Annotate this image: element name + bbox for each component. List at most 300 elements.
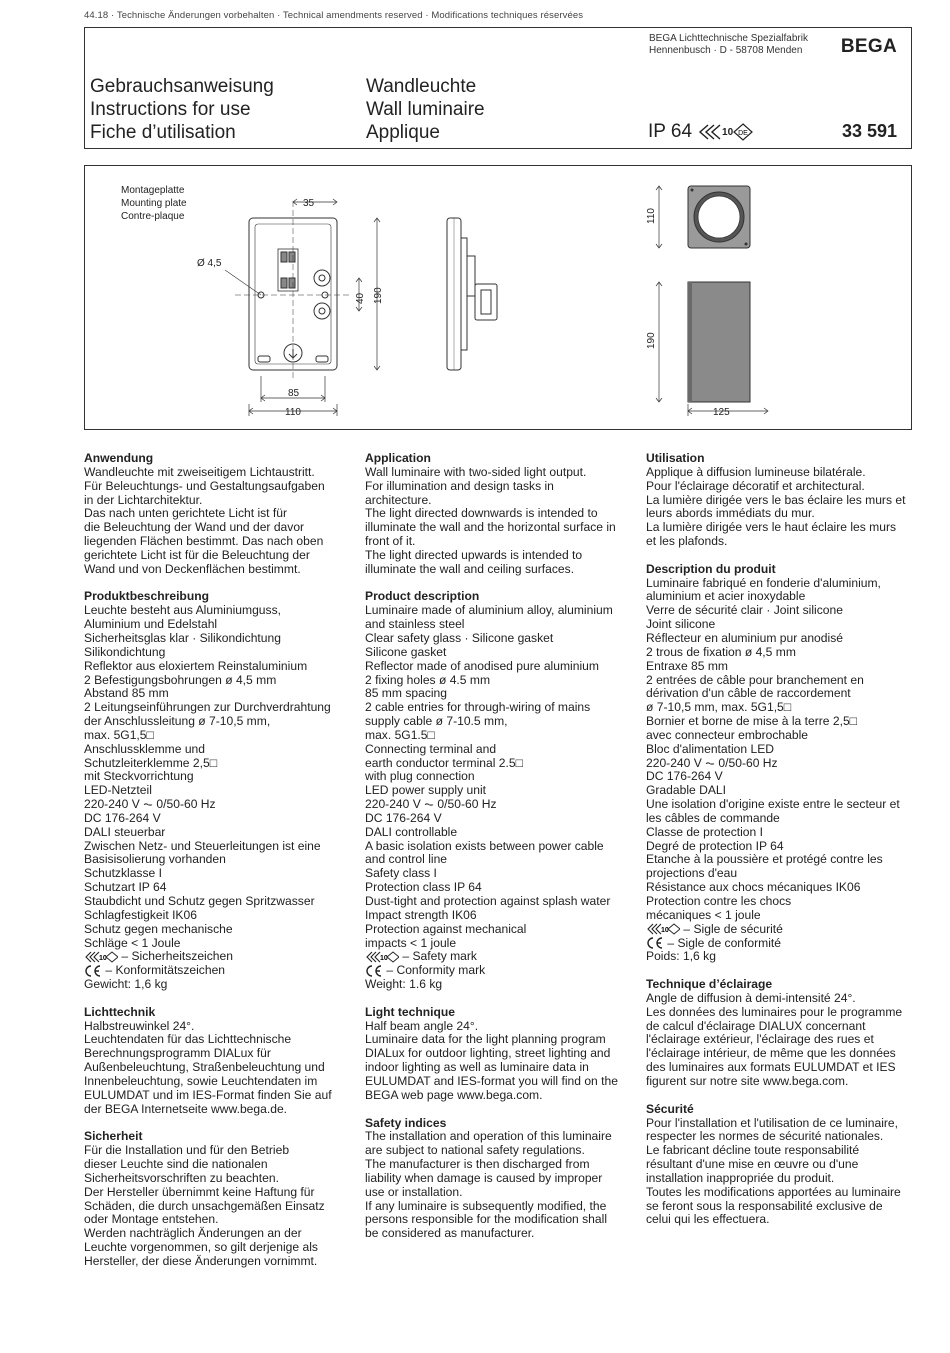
svg-text:10: 10 bbox=[99, 955, 107, 963]
line-text: avec connecteur embrochable bbox=[646, 727, 809, 742]
section-title: Lichttechnik bbox=[84, 1004, 156, 1019]
side-view bbox=[447, 218, 497, 370]
body-line bbox=[365, 937, 635, 951]
line-text: mécaniques < 1 joule bbox=[646, 907, 761, 922]
body-line bbox=[365, 1020, 635, 1034]
line-text: dérivation d'un câble de raccordement bbox=[646, 686, 851, 701]
line-text: Silicone gasket bbox=[365, 644, 447, 659]
line-text: Verre de sécurité clair · Joint silicone bbox=[646, 603, 843, 618]
body-line bbox=[646, 757, 916, 771]
line-text: Schläge < 1 Joule bbox=[84, 935, 181, 950]
line-text: Das nach unten gerichtete Licht ist für bbox=[84, 506, 288, 521]
line-text: installation inappropriée du produit. bbox=[646, 1170, 835, 1185]
line-text: celui qui les effectuera. bbox=[646, 1212, 770, 1227]
column-french bbox=[646, 452, 916, 1241]
section-title: Description du produit bbox=[646, 561, 776, 576]
body-line bbox=[84, 1144, 354, 1158]
section-title: Produktbeschreibung bbox=[84, 589, 209, 604]
line-text: If any luminaire is subsequently modified, the bbox=[365, 1198, 607, 1213]
product-title-en: Wall luminaire bbox=[366, 99, 485, 120]
body-line bbox=[365, 674, 635, 688]
body-line bbox=[84, 1020, 354, 1034]
body-line bbox=[646, 687, 916, 701]
section bbox=[646, 978, 916, 1089]
safety-mark-icon bbox=[365, 951, 399, 963]
body-line bbox=[84, 812, 354, 826]
body-line bbox=[365, 1172, 635, 1186]
line-text: Joint silicone bbox=[646, 617, 716, 632]
technical-drawing bbox=[84, 165, 912, 430]
body-line bbox=[365, 701, 635, 715]
line-text: Schlagfestigkeit IK06 bbox=[84, 907, 197, 922]
body-line bbox=[646, 1117, 916, 1131]
line-text: Leuchte vorgenommen, so gilt derjenige als bbox=[84, 1240, 318, 1255]
dim-85-label: 85 bbox=[288, 388, 300, 399]
body-line bbox=[646, 480, 916, 494]
body-line bbox=[84, 1213, 354, 1227]
ce-mark-icon bbox=[84, 965, 102, 977]
line-text: gerichtete Licht ist für die Beleuchtung der bbox=[84, 547, 310, 562]
body-line bbox=[365, 687, 635, 701]
line-text: se feront sous la responsabilité exclusive de bbox=[646, 1198, 883, 1213]
body-line bbox=[84, 1158, 354, 1172]
line-text: 85 mm spacing bbox=[365, 686, 448, 701]
body-line bbox=[646, 1158, 916, 1172]
line-text: respecter les normes de sécurité nationales. bbox=[646, 1129, 884, 1144]
body-line bbox=[365, 1130, 635, 1144]
dim-35 bbox=[293, 199, 337, 205]
body-line bbox=[84, 784, 354, 798]
line-text: projections d'eau bbox=[646, 866, 738, 881]
body-line bbox=[646, 1006, 916, 1020]
body-line bbox=[84, 1047, 354, 1061]
dim-110-right-label: 110 bbox=[646, 208, 657, 224]
line-text: front of it. bbox=[365, 534, 416, 549]
body-line bbox=[646, 853, 916, 867]
line-text: Basisisolierung vorhanden bbox=[84, 852, 226, 867]
line-text: Für Beleuchtungs- und Gestaltungsaufgaben bbox=[84, 478, 325, 493]
body-line bbox=[84, 1061, 354, 1075]
line-text: der BEGA Internetseite www.bega.de. bbox=[84, 1101, 288, 1116]
line-text: 2 cable entries for through-wiring of mains bbox=[365, 700, 591, 715]
body-line bbox=[646, 1047, 916, 1061]
body-line bbox=[84, 535, 354, 549]
line-text: Weight: 1.6 kg bbox=[365, 977, 443, 992]
body-line bbox=[84, 466, 354, 480]
line-text: – Sigle de conformité bbox=[667, 935, 781, 950]
body-line bbox=[365, 729, 635, 743]
body-line bbox=[646, 743, 916, 757]
line-text: LED-Netzteil bbox=[84, 783, 152, 798]
line-text: Entraxe 85 mm bbox=[646, 658, 728, 673]
body-line bbox=[84, 770, 354, 784]
body-line bbox=[84, 937, 354, 951]
body-line bbox=[365, 1033, 635, 1047]
body-line bbox=[365, 1158, 635, 1172]
body-line bbox=[646, 950, 916, 964]
body-line bbox=[646, 618, 916, 632]
body-line bbox=[365, 604, 635, 618]
section-body bbox=[365, 466, 635, 577]
line-text: Le fabricant décline toute responsabilité bbox=[646, 1143, 860, 1158]
line-text: leurs abords immédiats du mur. bbox=[646, 506, 815, 521]
line-text: DC 176-264 V bbox=[365, 810, 442, 825]
line-text: illuminate the wall and ceiling surfaces. bbox=[365, 561, 575, 576]
line-text: Anschlussklemme und bbox=[84, 741, 205, 756]
body-line bbox=[646, 729, 916, 743]
body-line bbox=[84, 798, 354, 812]
line-text: – Sicherheitszeichen bbox=[121, 949, 233, 964]
line-text: in der Lichtarchitektur. bbox=[84, 492, 203, 507]
line-text: with plug connection bbox=[365, 769, 475, 784]
body-line bbox=[84, 1075, 354, 1089]
section bbox=[646, 1103, 916, 1228]
body-line bbox=[365, 978, 635, 992]
line-text: EULUMDAT und im IES-Format finden Sie auf bbox=[84, 1087, 332, 1102]
body-line bbox=[646, 577, 916, 591]
line-text: Wall luminaire with two-sided light output. bbox=[365, 464, 587, 479]
body-line bbox=[646, 840, 916, 854]
body-line bbox=[84, 1227, 354, 1241]
luminaire-front-view bbox=[688, 186, 750, 248]
line-text: Innenbeleuchtung, sowie Leuchtendaten im bbox=[84, 1073, 318, 1088]
body-line bbox=[84, 521, 354, 535]
body-line bbox=[365, 646, 635, 660]
body-line bbox=[84, 674, 354, 688]
body-line bbox=[365, 535, 635, 549]
section-body bbox=[646, 577, 916, 965]
line-text: Luminaire data for the light planning program bbox=[365, 1032, 606, 1047]
section bbox=[84, 1006, 354, 1117]
body-line bbox=[646, 992, 916, 1006]
line-text: Connecting terminal and bbox=[365, 741, 497, 756]
body-line bbox=[365, 1186, 635, 1200]
body-line bbox=[646, 521, 916, 535]
line-text: indoor lighting as well as luminaire data in bbox=[365, 1060, 589, 1075]
body-line bbox=[365, 466, 635, 480]
plate-label-fr: Contre-plaque bbox=[121, 211, 185, 222]
ip-rating: IP 64 bbox=[648, 121, 693, 142]
company-name: BEGA Lichttechnische Spezialfabrik bbox=[649, 33, 808, 44]
body-line bbox=[365, 1089, 635, 1103]
section-body bbox=[84, 1020, 354, 1117]
body-line bbox=[365, 770, 635, 784]
line-text: Protection against mechanical bbox=[365, 921, 527, 936]
line-text: Degré de protection IP 64 bbox=[646, 838, 784, 853]
line-text: Staubdicht und Schutz gegen Spritzwasser bbox=[84, 894, 315, 908]
section-title: Technique d’éclairage bbox=[646, 977, 773, 992]
line-text: – Sigle de sécurité bbox=[683, 921, 783, 936]
line-text: aluminium et acier inoxydable bbox=[646, 589, 806, 604]
body-line bbox=[365, 1144, 635, 1158]
section-body bbox=[365, 1130, 635, 1241]
body-line bbox=[84, 1172, 354, 1186]
doc-title-en: Instructions for use bbox=[90, 99, 251, 120]
line-text: résultant d'une mise en œuvre ou d'une bbox=[646, 1157, 859, 1172]
line-text: Angle de diffusion à demi-intensité 24°. bbox=[646, 990, 856, 1005]
body-line bbox=[646, 1075, 916, 1089]
body-line bbox=[646, 895, 916, 909]
line-text: Schäden, die durch unsachgemäßen Einsatz bbox=[84, 1198, 325, 1213]
line-text: be considered as manufacturer. bbox=[365, 1226, 535, 1241]
line-text: Leuchtendaten für das Lichttechnische bbox=[84, 1032, 292, 1047]
section-body bbox=[365, 1020, 635, 1103]
body-line bbox=[646, 784, 916, 798]
line-text: The installation and operation of this luminaire bbox=[365, 1129, 612, 1144]
body-line bbox=[84, 701, 354, 715]
body-line bbox=[84, 494, 354, 508]
section-title: Safety indices bbox=[365, 1115, 447, 1130]
document-titles bbox=[90, 75, 274, 144]
line-text: Résistance aux chocs mécaniques IK06 bbox=[646, 880, 861, 895]
section-body bbox=[646, 992, 916, 1089]
body-line bbox=[84, 632, 354, 646]
line-text: Dust-tight and protection against splash water bbox=[365, 894, 611, 908]
body-line bbox=[84, 881, 354, 895]
body-line bbox=[365, 1200, 635, 1214]
safety-mark-icon bbox=[84, 951, 118, 963]
body-line bbox=[646, 466, 916, 480]
section-title: Anwendung bbox=[84, 451, 154, 465]
line-text: Hersteller, der diese Änderungen vornimmt. bbox=[84, 1253, 318, 1268]
body-line bbox=[365, 632, 635, 646]
body-line bbox=[84, 729, 354, 743]
body-line bbox=[84, 563, 354, 577]
enec-mark-icon bbox=[733, 123, 753, 141]
line-text: Applique à diffusion lumineuse bilatérale. bbox=[646, 464, 866, 479]
body-line bbox=[84, 1089, 354, 1103]
section-body bbox=[646, 1117, 916, 1228]
line-text: Bornier et borne de mise à la terre 2,5□ bbox=[646, 714, 857, 729]
section bbox=[365, 452, 635, 577]
line-text: Une isolation d'origine existe entre le secteur et bbox=[646, 797, 900, 812]
line-text: A basic isolation exists between power cable bbox=[365, 838, 604, 853]
body-line bbox=[646, 1172, 916, 1186]
body-line bbox=[365, 1061, 635, 1075]
line-text: 2 entrées de câble pour branchement en bbox=[646, 672, 864, 687]
body-line bbox=[646, 1213, 916, 1227]
hole-leader-line bbox=[225, 270, 261, 295]
body-line bbox=[84, 618, 354, 632]
amendments-note: 44.18 · Technische Änderungen vorbehalten · Technical amendments reserved · Modifications techniques réservées bbox=[84, 10, 584, 21]
body-line bbox=[84, 840, 354, 854]
body-line bbox=[84, 549, 354, 563]
product-title-fr: Applique bbox=[366, 122, 440, 143]
section-body bbox=[84, 1144, 354, 1269]
body-line bbox=[646, 1130, 916, 1144]
line-text: Protection class IP 64 bbox=[365, 880, 482, 895]
line-text: Aluminium und Edelstahl bbox=[84, 617, 218, 632]
body-line bbox=[365, 494, 635, 508]
line-text: DALI steuerbar bbox=[84, 824, 166, 839]
line-text: liegenden Flächen bestimmt. Das nach oben bbox=[84, 534, 324, 549]
body-line bbox=[84, 480, 354, 494]
line-text: Halbstreuwinkel 24°. bbox=[84, 1018, 195, 1033]
line-text: 220-240 V ⏦ 0/50-60 Hz bbox=[365, 797, 497, 812]
doc-title-de: Gebrauchsanweisung bbox=[90, 76, 274, 97]
impact-mark-number: 10 bbox=[722, 126, 734, 138]
body-line bbox=[646, 881, 916, 895]
brand-logo: BEGA bbox=[840, 36, 897, 57]
ce-mark-icon bbox=[365, 965, 383, 977]
body-line bbox=[84, 853, 354, 867]
line-text: Pour l'installation et l'utilisation de ce luminaire, bbox=[646, 1115, 898, 1130]
line-text: liability when damage is caused by improper bbox=[365, 1170, 603, 1185]
line-text: ø 7-10,5 mm, max. 5G1,5□ bbox=[646, 700, 792, 715]
line-text: are subject to national safety regulations. bbox=[365, 1143, 585, 1158]
line-text: architecture. bbox=[365, 492, 432, 507]
section-title: Product description bbox=[365, 589, 480, 604]
line-text: Safety class I bbox=[365, 866, 437, 881]
section bbox=[84, 452, 354, 577]
body-line bbox=[646, 812, 916, 826]
line-text: – Konformitätszeichen bbox=[105, 963, 226, 978]
section-title: Sicherheit bbox=[84, 1129, 143, 1144]
line-text: Leuchte besteht aus Aluminiumguss, bbox=[84, 603, 281, 618]
body-line bbox=[84, 646, 354, 660]
line-text: 220-240 V ⏦ 0/50-60 Hz bbox=[84, 797, 216, 812]
luminaire-side-view bbox=[688, 282, 750, 402]
body-line bbox=[365, 964, 635, 978]
line-text: Berechnungsprogramm DIALux für bbox=[84, 1046, 271, 1061]
body-line bbox=[365, 867, 635, 881]
line-text: max. 5G1,5□ bbox=[84, 727, 154, 742]
body-line bbox=[646, 798, 916, 812]
svg-text:DE: DE bbox=[738, 130, 749, 137]
body-line bbox=[84, 964, 354, 978]
line-text: La lumière dirigée vers le haut éclaire les murs bbox=[646, 520, 897, 535]
body-line bbox=[365, 950, 635, 964]
body-line bbox=[84, 1033, 354, 1047]
body-line bbox=[84, 1241, 354, 1255]
product-number: 33 591 bbox=[841, 121, 897, 141]
ce-mark-icon bbox=[646, 937, 664, 949]
body-line bbox=[84, 909, 354, 923]
line-text: de calcul d'éclairage DIALUX concernant bbox=[646, 1018, 866, 1033]
line-text: – Safety mark bbox=[402, 949, 477, 964]
drawing-canvas bbox=[85, 166, 913, 431]
dim-190-right-label: 190 bbox=[646, 332, 657, 349]
body-line bbox=[365, 784, 635, 798]
section-body bbox=[365, 604, 635, 992]
line-text: der Anschlussleitung ø 7-10,5 mm, bbox=[84, 714, 271, 729]
line-text: Abstand 85 mm bbox=[84, 686, 169, 701]
body-line bbox=[646, 590, 916, 604]
line-text: and stainless steel bbox=[365, 617, 465, 632]
body-line bbox=[84, 757, 354, 771]
section-body bbox=[646, 466, 916, 549]
line-text: LED power supply unit bbox=[365, 783, 487, 798]
body-line bbox=[646, 1186, 916, 1200]
body-line bbox=[646, 937, 916, 951]
line-text: Réflecteur en aluminium pur anodisé bbox=[646, 630, 843, 645]
ip-rating-row bbox=[648, 121, 753, 143]
dim-40-label: 40 bbox=[355, 292, 366, 304]
body-line bbox=[646, 507, 916, 521]
section bbox=[365, 1117, 635, 1242]
doc-title-fr: Fiche d’utilisation bbox=[90, 122, 236, 143]
line-text: use or installation. bbox=[365, 1184, 463, 1199]
body-line bbox=[365, 853, 635, 867]
body-line bbox=[365, 1047, 635, 1061]
body-line bbox=[84, 660, 354, 674]
line-text: Wand und von Deckenflächen bestimmt. bbox=[84, 561, 301, 576]
plate-label-de: Montageplatte bbox=[121, 185, 185, 196]
dim-110-bottom-label: 110 bbox=[285, 407, 301, 418]
product-title-de: Wandleuchte bbox=[366, 76, 477, 97]
line-text: Gradable DALI bbox=[646, 783, 726, 798]
line-text: BEGA web page www.bega.com. bbox=[365, 1087, 543, 1102]
body-line bbox=[646, 1033, 916, 1047]
section-title: Sécurité bbox=[646, 1101, 694, 1116]
line-text: dieser Leuchte sind die nationalen bbox=[84, 1157, 268, 1172]
line-text: mit Steckvorrichtung bbox=[84, 769, 194, 784]
body-line bbox=[646, 715, 916, 729]
body-line bbox=[84, 743, 354, 757]
body-line bbox=[84, 715, 354, 729]
line-text: Schutzleiterklemme 2,5□ bbox=[84, 755, 217, 770]
line-text: illuminate the wall and the horizontal surface in bbox=[365, 520, 616, 535]
line-text: l'éclairage intérieur, de même que les données bbox=[646, 1046, 896, 1061]
line-text: Schutzart IP 64 bbox=[84, 880, 167, 895]
line-text: Luminaire fabriqué en fonderie d'aluminium, bbox=[646, 575, 881, 590]
line-text: Sicherheitsglas klar · Silikondichtung bbox=[84, 630, 281, 645]
body-line bbox=[84, 687, 354, 701]
body-line bbox=[365, 812, 635, 826]
body-line bbox=[646, 632, 916, 646]
line-text: 220-240 V ⏦ 0/50-60 Hz bbox=[646, 755, 778, 770]
safety-marks bbox=[698, 123, 753, 141]
body-line bbox=[84, 1186, 354, 1200]
line-text: l'éclairage extérieur, l'éclairage des rues et bbox=[646, 1032, 874, 1047]
line-text: oder Montage entstehen. bbox=[84, 1212, 219, 1227]
line-text: DALI controllable bbox=[365, 824, 458, 839]
body-line bbox=[365, 660, 635, 674]
body-line bbox=[646, 1061, 916, 1075]
header-box bbox=[84, 27, 912, 149]
line-text: Pour l'éclairage décoratif et architectural. bbox=[646, 478, 865, 493]
body-line bbox=[646, 770, 916, 784]
line-text: La lumière dirigée vers le bas éclaire les murs et bbox=[646, 492, 906, 507]
section bbox=[365, 1006, 635, 1103]
line-text: 2 Leitungseinführungen zur Durchverdrahtung bbox=[84, 700, 331, 715]
section-title: Application bbox=[365, 451, 431, 465]
body-line bbox=[365, 521, 635, 535]
body-line bbox=[646, 826, 916, 840]
body-line bbox=[365, 1075, 635, 1089]
dim-35-label: 35 bbox=[303, 198, 315, 209]
line-text: Les données des luminaires pour le programme bbox=[646, 1004, 903, 1019]
line-text: For illumination and design tasks in bbox=[365, 478, 554, 493]
section-title: Light technique bbox=[365, 1004, 456, 1019]
line-text: persons responsible for the modification shall bbox=[365, 1212, 608, 1227]
line-text: and control line bbox=[365, 852, 448, 867]
body-line bbox=[84, 826, 354, 840]
line-text: Toutes les modifications apportées au luminaire bbox=[646, 1184, 901, 1199]
body-line bbox=[365, 715, 635, 729]
line-text: Clear safety glass · Silicone gasket bbox=[365, 630, 554, 645]
line-text: DC 176-264 V bbox=[84, 810, 161, 825]
line-text: The manufacturer is then discharged from bbox=[365, 1157, 590, 1172]
body-line bbox=[646, 867, 916, 881]
body-line bbox=[84, 604, 354, 618]
body-line bbox=[365, 895, 635, 909]
line-text: supply cable ø 7-10.5 mm, bbox=[365, 714, 508, 729]
line-text: des luminaires aux formats EULUMDAT et IES bbox=[646, 1060, 896, 1075]
body-line bbox=[646, 494, 916, 508]
line-text: die Beleuchtung der Wand und der davor bbox=[84, 520, 305, 535]
body-line bbox=[84, 1200, 354, 1214]
